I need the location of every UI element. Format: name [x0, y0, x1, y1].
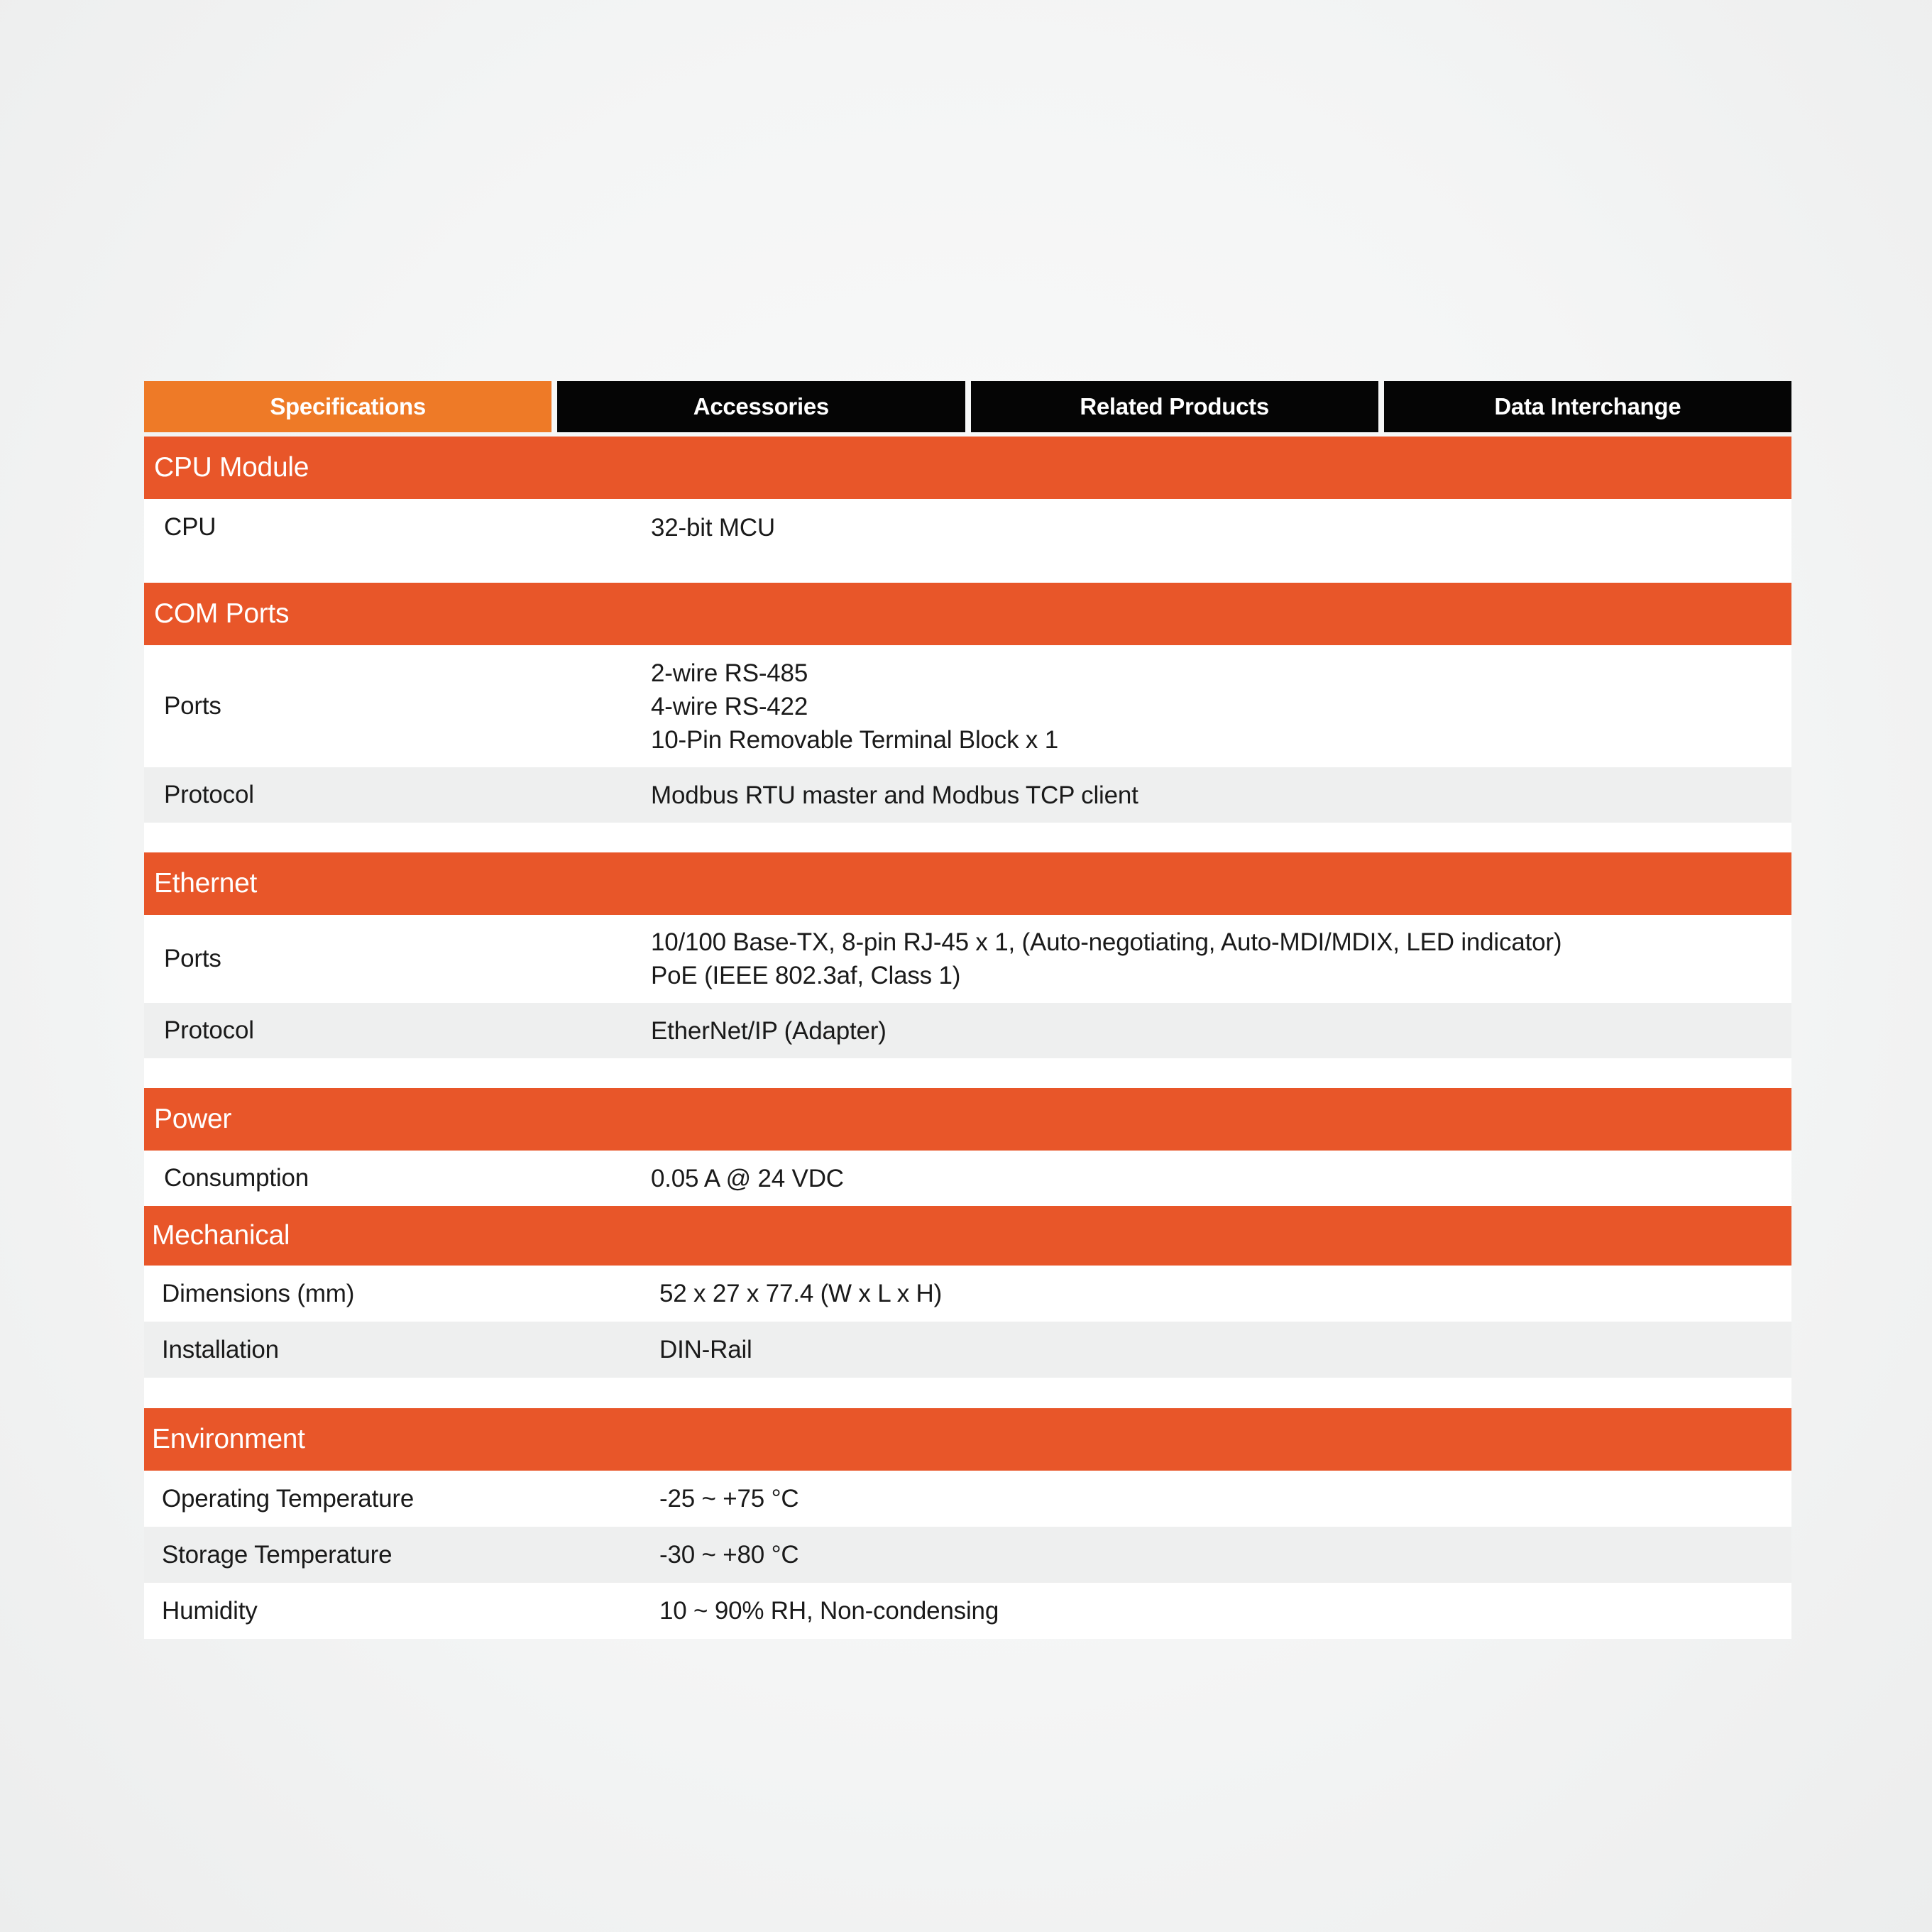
section-header-cpu-module: CPU Module: [144, 437, 1791, 499]
row-spacer: [144, 823, 1791, 852]
spec-value-line: 10/100 Base-TX, 8-pin RJ-45 x 1, (Auto-negotiating, Auto-MDI/MDIX, LED indicator): [651, 928, 1562, 956]
spec-value: -25 ~ +75 °C: [659, 1485, 799, 1513]
spec-row-installation: [144, 1322, 1791, 1378]
section-header-environment: Environment: [144, 1408, 1791, 1471]
spec-panel: [144, 381, 1791, 1639]
spec-label: Protocol: [164, 781, 254, 808]
spec-row-humidity: [144, 1583, 1791, 1639]
spec-value-line: 10-Pin Removable Terminal Block x 1: [651, 725, 1059, 754]
section-header-ethernet: Ethernet: [144, 852, 1791, 915]
spec-label: Ports: [164, 692, 221, 720]
row-spacer: [144, 556, 1791, 583]
spec-row-dimensions: [144, 1266, 1791, 1322]
spec-label: Storage Temperature: [162, 1540, 393, 1569]
spec-value: 52 x 27 x 77.4 (W x L x H): [659, 1280, 943, 1307]
section-header-mechanical: Mechanical: [144, 1206, 1791, 1266]
spec-value: 0.05 A @ 24 VDC: [651, 1164, 844, 1192]
tab-data-interchange[interactable]: Data Interchange: [1384, 381, 1791, 432]
tab-related-products[interactable]: Related Products: [971, 381, 1378, 432]
spec-row-com-ports: [144, 645, 1791, 767]
spec-label: Protocol: [164, 1016, 254, 1044]
section-header-com-ports: COM Ports: [144, 583, 1791, 645]
spec-row-ethernet-ports: [144, 915, 1791, 1003]
spec-row-ethernet-protocol: [144, 1003, 1791, 1058]
spec-value-line: 2-wire RS-485: [651, 659, 808, 687]
row-spacer: [144, 1378, 1791, 1408]
spec-value: EtherNet/IP (Adapter): [651, 1016, 887, 1045]
spec-value-line: 4-wire RS-422: [651, 692, 808, 720]
spec-label: Installation: [162, 1335, 279, 1363]
section-header-power: Power: [144, 1088, 1791, 1151]
tab-bar: [144, 381, 1791, 432]
spec-label: Dimensions (mm): [162, 1279, 355, 1307]
spec-label: CPU: [164, 513, 216, 541]
tab-specifications[interactable]: Specifications: [144, 381, 551, 432]
spec-value: DIN-Rail: [659, 1336, 752, 1363]
spec-value: 32-bit MCU: [651, 513, 775, 542]
spec-label: Humidity: [162, 1596, 258, 1625]
spec-value: Modbus RTU master and Modbus TCP client: [651, 781, 1138, 809]
spec-label: Consumption: [164, 1164, 309, 1192]
spec-row-operating-temperature: [144, 1471, 1791, 1527]
spec-value: 10 ~ 90% RH, Non-condensing: [659, 1597, 999, 1625]
spec-label: Ports: [164, 945, 221, 972]
spec-value: [651, 657, 1791, 757]
tab-accessories[interactable]: Accessories: [557, 381, 965, 432]
spec-row-com-protocol: [144, 767, 1791, 823]
spec-value: -30 ~ +80 °C: [659, 1541, 799, 1569]
spec-value: [651, 926, 1791, 992]
spec-row-storage-temperature: [144, 1527, 1791, 1583]
row-spacer: [144, 1058, 1791, 1088]
spec-row-consumption: [144, 1151, 1791, 1206]
spec-row-cpu: [144, 499, 1791, 556]
spec-value-line: PoE (IEEE 802.3af, Class 1): [651, 962, 961, 989]
spec-label: Operating Temperature: [162, 1484, 415, 1513]
